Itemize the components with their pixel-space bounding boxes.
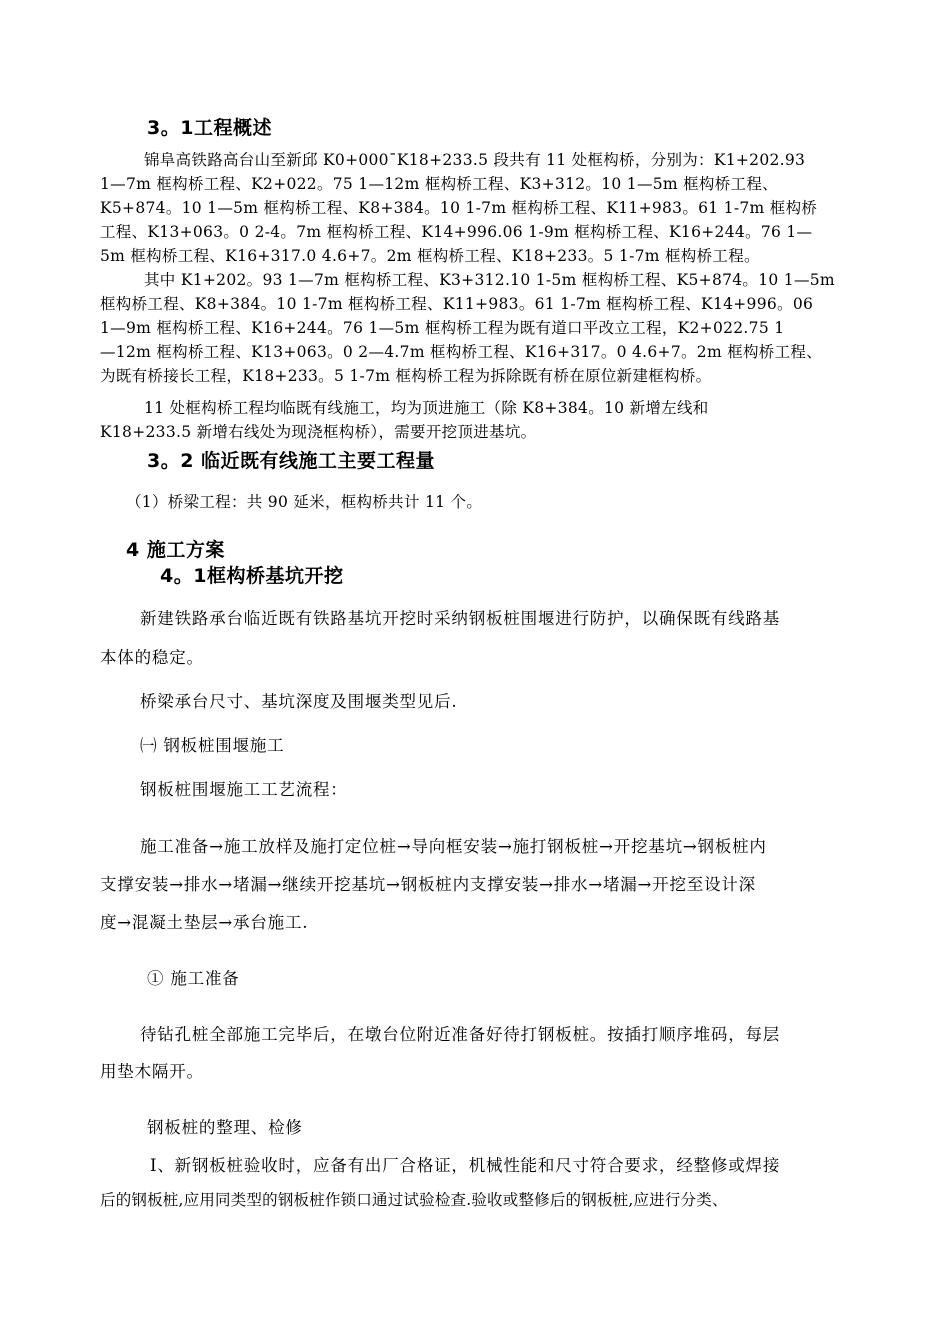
section-4-title: 4 施工方案: [126, 539, 225, 561]
paragraph-line: —12m 框构桥工程、K13+063。0 2—4.7m 框构桥工程、K16+317。0 4.6+7。2m 框构桥工程、: [100, 343, 822, 361]
paragraph-line: 后的钢板桩,应用同类型的钢板桩作锁口通过试验检查.验收或整修后的钢板桩,应进行分类、: [100, 1191, 728, 1209]
paragraph-line: 工程、K13+063。0 2-4。7m 框构桥工程、K14+996.06 1-9m 框构桥工程、K16+244。76 1—: [100, 223, 813, 241]
paragraph-line: 其中 K1+202。93 1—7m 框构桥工程、K3+312.10 1-5m 框构桥工程、K5+874。10 1—5m: [144, 271, 835, 289]
paragraph-line: （1）桥梁工程：共 90 延米，框构桥共计 11 个。: [126, 493, 483, 511]
section-4-1-title: 4。1框构桥基坑开挖: [160, 565, 344, 587]
paragraph-line: 11 处框构桥工程均临既有线施工，均为顶进施工（除 K8+384。10 新增左线和: [144, 399, 709, 417]
paragraph-line: 钢板桩围堰施工工艺流程：: [140, 780, 348, 799]
section-3-2-title: 3。2 临近既有线施工主要工程量: [147, 450, 436, 472]
paragraph-line: 钢板桩的整理、检修: [147, 1118, 303, 1137]
paragraph-line: 施工准备→施工放样及施打定位桩→导向框安装→施打钢板桩→开挖基坑→钢板桩内: [140, 837, 767, 856]
paragraph-line: 1—9m 框构桥工程、K16+244。76 1—5m 框构桥工程为既有道口平改立工程，K2+022.75 1: [100, 319, 785, 337]
paragraph-line: 为既有桥接长工程，K18+233。5 1-7m 框构桥工程为拆除既有桥在原位新建框构桥。: [100, 367, 712, 385]
section-3-1-title: 3。1工程概述: [147, 117, 272, 139]
paragraph-line: K18+233.5 新增右线处为现浇框构桥），需要开挖顶进基坑。: [100, 423, 537, 441]
paragraph-line: 1—7m 框构桥工程、K2+022。75 1—12m 框构桥工程、K3+312。10 1—5m 框构桥工程、: [100, 175, 778, 193]
paragraph-line: Ⅰ、新钢板桩验收时，应备有出厂合格证，机械性能和尺寸符合要求，经整修或焊接: [150, 1156, 781, 1175]
paragraph-line: 桥梁承台尺寸、基坑深度及围堰类型见后.: [140, 692, 458, 711]
paragraph-line: ① 施工准备: [147, 969, 240, 988]
paragraph-line: 本体的稳定。: [100, 648, 204, 667]
paragraph-line: 待钻孔桩全部施工完毕后，在墩台位附近准备好待打钢板桩。按插打顺序堆码，每层: [140, 1025, 781, 1044]
paragraph-line: 锦阜高铁路高台山至新邱 K0+000¯K18+233.5 段共有 11 处框构桥，分别为：K1+202.93: [144, 151, 806, 169]
paragraph-line: ㈠ 钢板桩围堰施工: [140, 736, 285, 755]
paragraph-line: 5m 框构桥工程、K16+317.0 4.6+7。2m 框构桥工程、K18+233。5 1-7m 框构桥工程。: [100, 247, 760, 265]
paragraph-line: K5+874。10 1—5m 框构桥工程、K8+384。10 1-7m 框构桥工程、K11+983。61 1-7m 框构桥: [100, 199, 818, 217]
paragraph-line: 用垫木隔开。: [100, 1062, 204, 1081]
paragraph-line: 新建铁路承台临近既有铁路基坑开挖时采纳钢板桩围堰进行防护，以确保既有线路基: [140, 609, 781, 628]
paragraph-line: 度→混凝土垫层→承台施工.: [100, 913, 309, 932]
paragraph-line: 框构桥工程、K8+384。10 1-7m 框构桥工程、K11+983。61 1-7m 框构桥工程、K14+996。06: [100, 295, 814, 313]
paragraph-line: 支撑安装→排水→堵漏→继续开挖基坑→钢板桩内支撑安装→排水→堵漏→开挖至设计深: [100, 875, 756, 894]
